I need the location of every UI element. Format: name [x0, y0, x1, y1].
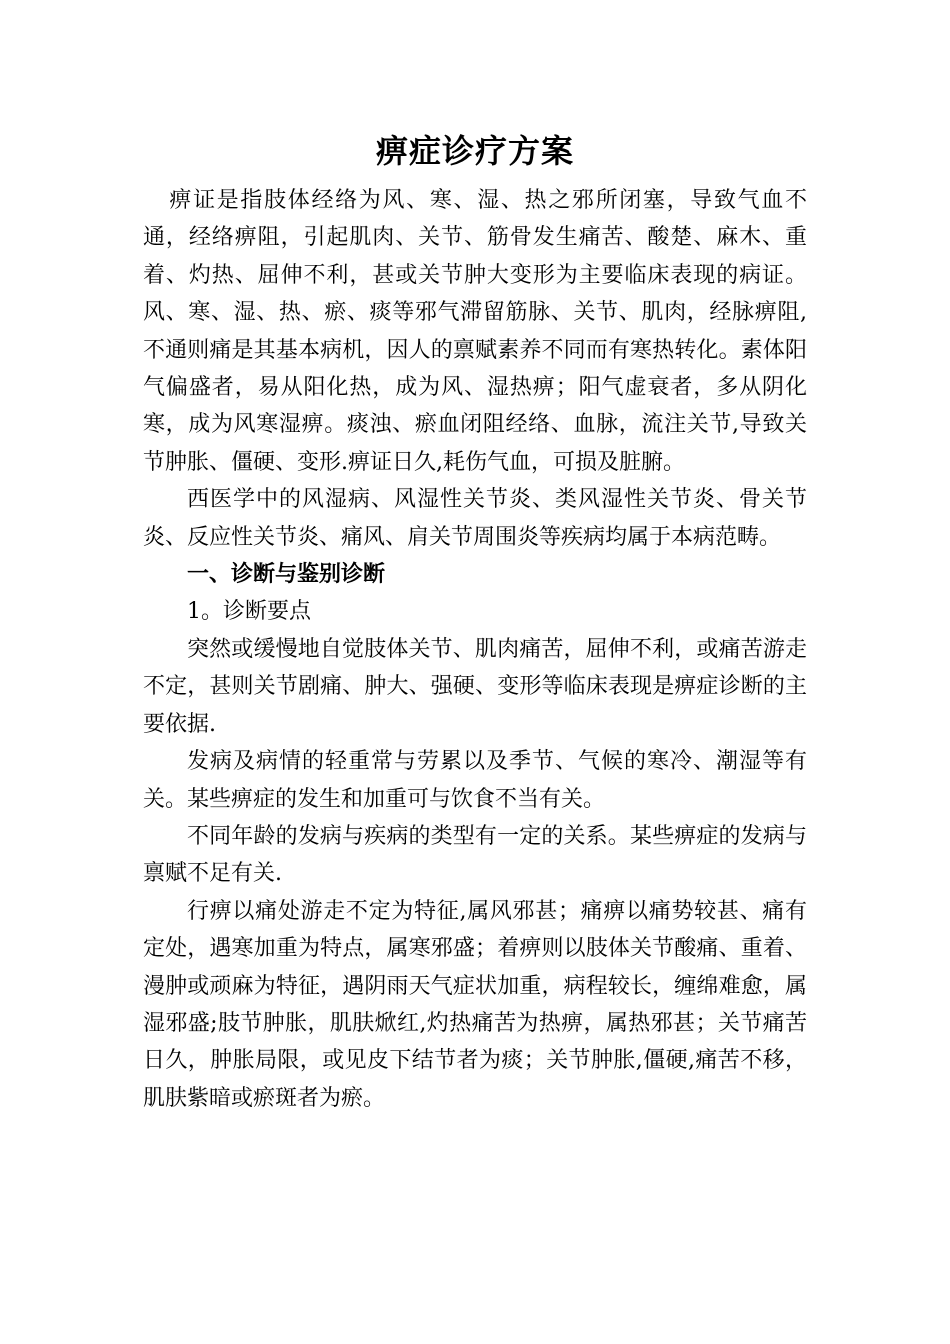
diagnosis-paragraph: 不同年龄的发病与疾病的类型有一定的关系。某些痹症的发病与禀赋不足有关. — [143, 823, 807, 887]
diagnosis-paragraph: 突然或缓慢地自觉肢体关节、肌肉痛苦，屈伸不利，或痛苦游走不定，甚则关节剧痛、肿大、强硬、变形等临床表现是痹症诊断的主要依据. — [143, 636, 807, 737]
subsection-heading: 1。诊断要点 — [187, 599, 311, 625]
diagnosis-paragraph: 发病及病情的轻重常与劳累以及季节、气候的寒冷、潮湿等有关。某些痹症的发生和加重可与饮食不当有关。 — [143, 749, 807, 812]
document-title: 痹症诊疗方案 — [375, 132, 574, 170]
section-heading: 一、诊断与鉴别诊断 — [187, 562, 386, 588]
diagnosis-paragraph: 行痹以痛处游走不定为特征,属风邪甚；痛痹以痛势较甚、痛有定处，遇寒加重为特点，属寒邪盛；着痹则以肢体关节酸痛、重着、漫肿或顽麻为特征，遇阴雨天气症状加重，病程较长，缠绵难愈，属湿邪盛;肢节肿胀，肌肤焮红,灼热痛苦为热痹，属热邪甚；关节痛苦日久，肿胀局限，或见皮下结节者为痰；关节肿胀,僵硬,痛苦不移，肌肤紫暗或瘀斑者为瘀。 — [143, 898, 807, 1111]
intro-paragraph: 痹证是指肢体经络为风、寒、湿、热之邪所闭塞，导致气血不通，经络痹阻，引起肌肉、关节、筋骨发生痛苦、酸楚、麻木、重着、灼热、屈伸不利，甚或关节肿大变形为主要临床表现的病证。风、寒、湿、热、瘀、痰等邪气滞留筋脉、关节、肌肉，经脉痹阻,不通则痛是其基本病机，因人的禀赋素养不同而有寒热转化。素体阳气偏盛者，易从阳化热，成为风、湿热痹；阳气虚衰者，多从阴化寒，成为风寒湿痹。痰浊、瘀血闭阻经络、血脉，流注关节,导致关节肿胀、僵硬、变形.痹证日久,耗伤气血，可损及脏腑。 — [143, 188, 807, 475]
document-page — [143, 128, 807, 1117]
western-medicine-paragraph: 西医学中的风湿病、风湿性关节炎、类风湿性关节炎、骨关节炎、反应性关节炎、痛风、肩关节周围炎等疾病均属于本病范畴。 — [143, 487, 807, 550]
